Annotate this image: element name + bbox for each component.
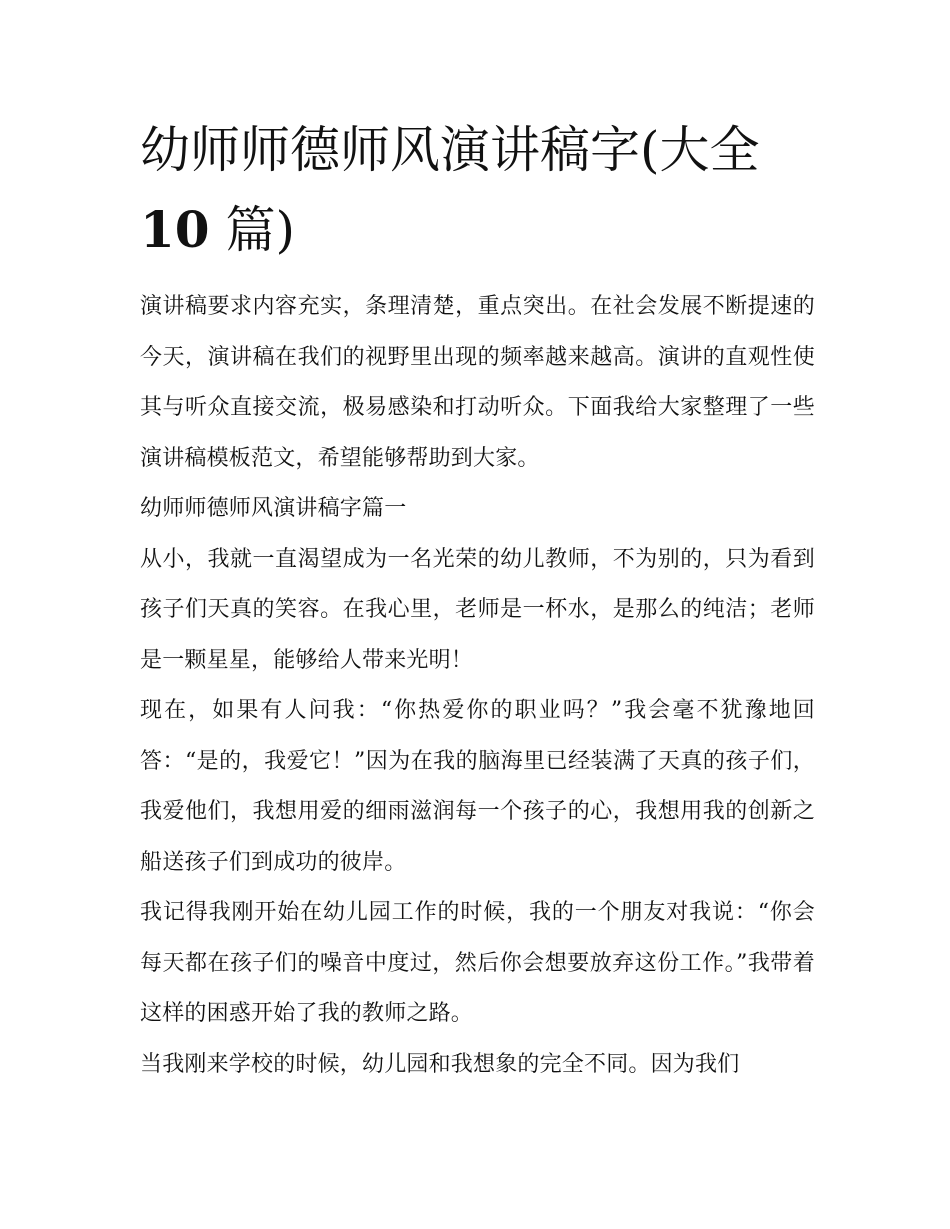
body-paragraph: 当我刚来学校的时候，幼儿园和我想象的完全不同。因为我们 (140, 1051, 740, 1077)
document-page (140, 110, 815, 1090)
title-line-2: 篇) (209, 201, 295, 259)
document-title (140, 110, 815, 270)
body-paragraph: 现在，如果有人问我：“你热爱你的职业吗？”我会毫不犹豫地回答：“是的，我爱它！”因为在我的脑海里已经装满了天真的孩子们，我爱他们，我想用爱的细雨滋润每一个孩子的心，我想用我的创新之船送孩子们到成功的彼岸。 (140, 698, 815, 875)
title-number: 10 (140, 200, 210, 259)
body-paragraph: 我记得我刚开始在幼儿园工作的时候，我的一个朋友对我说：“你会每天都在孩子们的噪音中度过，然后你会想要放弃这份工作。”我带着这样的困惑开始了我的教师之路。 (140, 900, 815, 1026)
intro-paragraph: 演讲稿要求内容充实，条理清楚，重点突出。在社会发展不断提速的今天，演讲稿在我们的视野里出现的频率越来越高。演讲的直观性使其与听众直接交流，极易感染和打动听众。下面我给大家整理了一些演讲稿模板范文，希望能够帮助到大家。 (140, 294, 815, 471)
title-line-1: 幼师师德师风演讲稿字(大全 (140, 121, 760, 179)
section-heading: 幼师师德师风演讲稿字篇一 (140, 496, 407, 521)
body-paragraph: 从小，我就一直渴望成为一名光荣的幼儿教师，不为别的，只为看到孩子们天真的笑容。在我心里，老师是一杯水，是那么的纯洁；老师是一颗星星，能够给人带来光明！ (140, 546, 815, 673)
